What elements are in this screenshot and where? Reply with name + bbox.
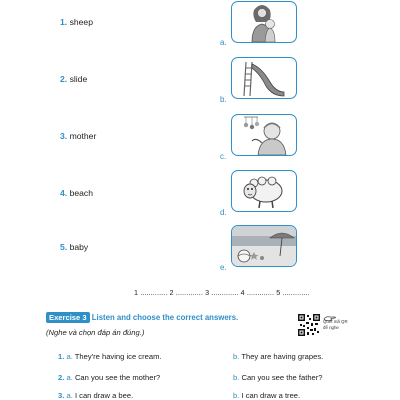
word-item-1: 1. sheep <box>60 17 93 27</box>
answer-line: 1 ............. 2 ............. 3 ............. 4 ............. 5 ............. <box>134 288 310 297</box>
mother-child-illustration <box>232 2 296 42</box>
qr-code[interactable] <box>298 314 320 336</box>
question-1-option-a[interactable]: 1. a. They're having ice cream. <box>58 352 162 361</box>
word-item-4: 4. beach <box>60 188 93 198</box>
picture-baby <box>231 114 297 156</box>
exercise-3-heading <box>46 313 238 322</box>
option-letter-b: b. <box>220 95 227 104</box>
option-letter-a: a. <box>220 38 227 47</box>
word-item-2: 2. slide <box>60 74 88 84</box>
question-2-option-a[interactable]: 2. a. Can you see the mother? <box>58 373 161 382</box>
exercise-title: Listen and choose the correct answers. <box>91 313 239 322</box>
qr-code-icon <box>298 314 320 336</box>
picture-sheep <box>231 170 297 212</box>
exercise-subtitle: (Nghe và chọn đáp án đúng.) <box>46 328 145 337</box>
picture-mother-and-child <box>231 1 297 43</box>
hand-pointer-icon <box>323 309 337 317</box>
sheep-illustration <box>232 171 296 211</box>
option-letter-d: d. <box>220 208 227 217</box>
option-letter-c: c. <box>220 152 227 161</box>
slide-illustration <box>232 58 296 98</box>
qr-label-line-1: Quét mã QR <box>323 319 348 324</box>
word-item-5: 5. baby <box>60 242 89 252</box>
picture-beach <box>231 225 297 267</box>
picture-slide <box>231 57 297 99</box>
question-3-option-a[interactable]: 3. a. I can draw a bee. <box>58 391 134 400</box>
question-2-option-b[interactable]: b. Can you see the father? <box>233 373 323 382</box>
question-1-option-b[interactable]: b. They are having grapes. <box>233 352 324 361</box>
question-3-option-b[interactable]: b. I can draw a tree. <box>233 391 301 400</box>
baby-illustration <box>232 115 296 155</box>
word-item-3: 3. mother <box>60 131 97 141</box>
beach-illustration <box>232 226 296 266</box>
qr-label-line-2: để nghe <box>323 325 339 330</box>
option-letter-e: e. <box>220 263 227 272</box>
exercise-badge: Exercise 3 <box>46 312 90 323</box>
